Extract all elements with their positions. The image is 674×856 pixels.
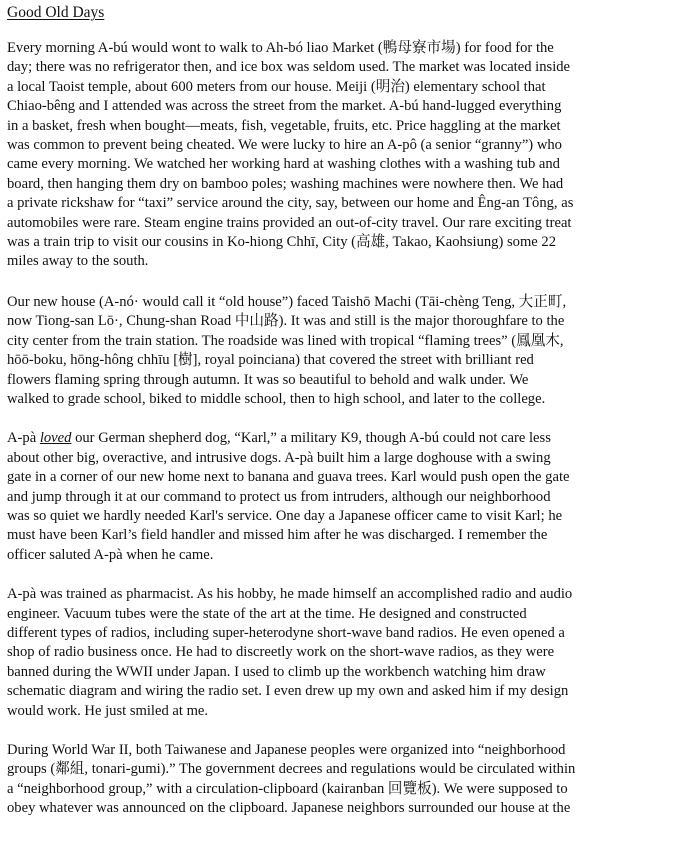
text-line: groups (鄰組, tonari-gumi).” The government decrees and regulations would be circulated within [7, 761, 576, 778]
text-line: must have been Karl’s field handler and missed him after he was discharged. I remember the [7, 527, 548, 544]
text-line: banned during the WWII under Japan. I used to climb up the workbench watching him draw [7, 663, 546, 680]
text-line: and jump through it at our command to protect us from intruders, although our neighborhood [7, 488, 551, 505]
text-line: schematic diagram and wiring the radio set. I even drew up my own and asked him if my design [7, 683, 569, 700]
text-line: hōō-boku, hōng-hông chhīu [樹], royal poinciana) that covered the street with brilliant red [7, 352, 534, 369]
text-line: obey whatever was announced on the clipboard. Japanese neighbors surrounded our house at the [7, 800, 571, 817]
text-line: miles away to the south. [7, 253, 149, 270]
text-line: was a train trip to visit our cousins in Ko-hiong Chhī, City (高雄, Takao, Kaohsiung) some 22 [7, 234, 557, 251]
text-line: flowers flaming spring through autumn. It was so beautiful to behold and walk under. We [7, 371, 529, 388]
text-line: would work. He just smiled at me. [7, 702, 209, 719]
text-line: was common to prevent being cheated. We were lucky to hire an A-pô (a senior “granny”) who [7, 137, 562, 154]
text-line: board, then hanging them dry on bamboo poles; washing machines were nowhere then. We had [7, 175, 564, 192]
text-line: automobiles were rare. Steam engine trains provided an out-of-city travel. Our rare exciting treat [7, 214, 572, 231]
text-line: gate in a corner of our new home next to banana and guava trees. Karl would push open the gate [7, 469, 570, 486]
text-line: A-pà was trained as pharmacist. As his hobby, he made himself an accomplished radio and audio [7, 586, 573, 603]
text-line: a local Taoist temple, about 600 meters from our house. Meiji (明治) elementary school that [7, 78, 546, 95]
text-line: now Tiong-san Lō·, Chung-shan Road 中山路). It was and still is the major thoroughfare to the [7, 313, 565, 330]
text-line: a “neighborhood group,” with a circulation-clipboard (kairanban 回覽板). We were supposed to [7, 780, 568, 797]
document-title: Good Old Days [7, 4, 105, 21]
text-line: engineer. Vacuum tubes were the state of the art at the time. He designed and constructed [7, 605, 527, 622]
text-fragment: our German shepherd dog, “Karl,” a military K9, though A-bú could not care less [71, 430, 551, 447]
text-line: day; there was no refrigerator then, and ice box was seldom used. The market was located inside [7, 59, 571, 76]
paragraph-radio-hobby [7, 585, 667, 721]
text-line: city center from the train station. The roadside was lined with tropical “flaming trees” (鳳凰木, [7, 332, 564, 349]
document-page [7, 0, 667, 819]
text-line: Our new house (A-nó· would call it “old house”) faced Taishō Machi (Tāi-chèng Teng, 大正町, [7, 293, 567, 310]
text-line: walked to grade school, biked to middle school, then to high school, and later to the college. [7, 390, 546, 407]
text-fragment: A-pà [7, 430, 40, 447]
text-line: about other big, overactive, and intrusive dogs. A-pà built him a large doghouse with a swing [7, 449, 551, 466]
paragraph-new-house [7, 293, 667, 409]
paragraph-market [7, 39, 667, 272]
text-line: shop of radio business once. He had to discreetly work on the short-wave radios, as they were [7, 644, 555, 661]
text-line: was so quiet we hardly needed Karl's service. One day a Japanese officer came to visit Karl; he [7, 507, 563, 524]
text-line: Every morning A-bú would wont to walk to Ah-bó liao Market (鴨母寮市場) for food for the [7, 40, 554, 56]
emphasized-word: loved [39, 430, 72, 447]
text-line: came every morning. We watched her working hard at washing clothes with a washing tub and [7, 156, 560, 173]
paragraph-dog-karl [7, 429, 667, 565]
text-line: in a basket, fresh when bought—meats, fish, vegetable, fruits, etc. Price haggling at the market [7, 117, 561, 134]
text-line: officer saluted A-pà when he came. [7, 546, 214, 563]
text-line: a private rickshaw for “taxi” service around the city, say, between our home and Êng-an Tông, as [7, 195, 574, 212]
paragraph-wartime [7, 741, 667, 819]
text-line: different types of radios, including super-heterodyne short-wave band radios. He even opened a [7, 624, 565, 641]
text-line: Chiao-bêng and I attended was across the street from the market. A-bú hand-lugged everything [7, 98, 562, 115]
text-line [7, 429, 667, 448]
text-line: During World War II, both Taiwanese and Japanese peoples were organized into “neighborhood [7, 742, 566, 758]
